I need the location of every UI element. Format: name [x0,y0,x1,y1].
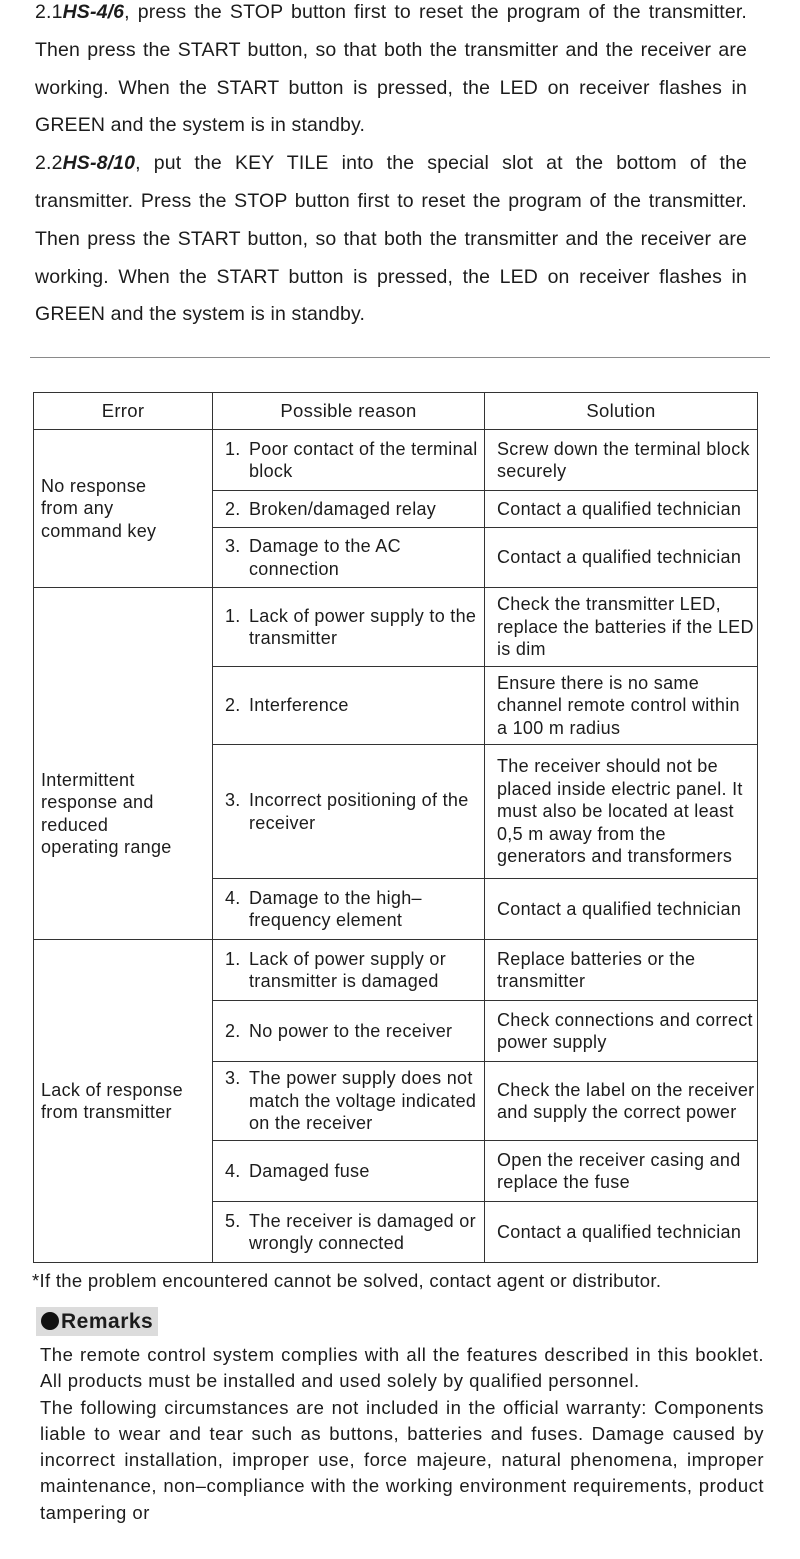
reason-cell: 3. Incorrect positioning of the receiver [213,745,485,879]
instruction-2-2: 2.2HS-8/10, put the KEY TILE into the special slot at the bottom of the transmitter. Press the STOP button first to reset the program of the transmitter. Then press the START button, so that both the transmitter and the receiver are working. When the START button is pressed, the LED on receiver flashes in GREEN and the system is in standby. [35,152,747,326]
reason-cell: 4. Damage to the high–frequency element [213,879,485,940]
solution-cell: Screw down the terminal block securely [485,430,758,491]
reason-cell: 3. The power supply does not match the voltage indicated on the receiver [213,1062,485,1141]
reason-cell: 2. Interference [213,667,485,745]
solution-cell: Ensure there is no same channel remote control within a 100 m radius [485,667,758,745]
reason-cell: 1. Poor contact of the terminal block [213,430,485,491]
reason-cell: 2. Broken/damaged relay [213,491,485,528]
solution-cell: Contact a qualified technician [485,528,758,588]
solution-cell: Check the label on the receiver and supply the correct power [485,1062,758,1141]
solution-cell: Replace batteries or the transmitter [485,940,758,1001]
troubleshooting-table [33,392,758,1263]
column-header-error: Error [34,393,213,430]
model-name: HS-8/10 [62,152,136,175]
solution-cell: Check connections and correct power supply [485,1001,758,1062]
error-cell: No response from any command key [34,430,213,588]
table-row [34,430,758,491]
solution-cell: Contact a qualified technician [485,491,758,528]
error-cell: Lack of response from transmitter [34,940,213,1263]
table-row [34,588,758,667]
footnote: *If the problem encountered cannot be solved, contact agent or distributor. [32,1270,662,1291]
solution-cell: Check the transmitter LED, replace the batteries if the LED is dim [485,588,758,667]
instruction-2-1: 2.1HS-4/6, press the STOP button first to reset the program of the transmitter. Then press the START button, so that both the transmitter and the receiver are working. When the START button is pressed, the LED on receiver flashes in GREEN and the system is in standby. [35,1,747,137]
model-name: HS-4/6 [62,1,125,23]
remarks-heading: Remarks [36,1307,158,1336]
column-header-solution: Solution [485,393,758,430]
reason-cell: 1. Lack of power supply or transmitter is damaged [213,940,485,1001]
instructions-section [35,0,747,334]
reason-cell: 4. Damaged fuse [213,1141,485,1202]
reason-cell: 1. Lack of power supply to the transmitter [213,588,485,667]
column-header-reason: Possible reason [213,393,485,430]
solution-cell: Open the receiver casing and replace the fuse [485,1141,758,1202]
reason-cell: 2. No power to the receiver [213,1001,485,1062]
solution-cell: Contact a qualified technician [485,879,758,940]
remarks-paragraph: The remote control system complies with all the features described in this booklet. All products must be installed and used solely by qualified personnel. [40,1344,764,1392]
reason-cell: 5. The receiver is damaged or wrongly connected [213,1202,485,1263]
reason-cell: 3. Damage to the AC connection [213,528,485,588]
table-row [34,940,758,1001]
solution-cell: The receiver should not be placed inside electric panel. It must also be located at least 0,5 m away from the generators and transformers [485,745,758,879]
solution-cell: Contact a qualified technician [485,1202,758,1263]
table-header-row [34,393,758,430]
section-divider [30,357,770,358]
remarks-paragraph: The following circumstances are not included in the official warranty: Components liable to wear and tear such as buttons, batteries and fuses. Damage caused by incorrect installation, improper use, force majeure, natural phenomena, improper maintenance, non–compliance with the working environment requirements, product tampering or [40,1396,764,1523]
remarks-body [40,1342,764,1526]
bullet-icon [41,1312,59,1330]
error-cell: Intermittent response and reduced operating range [34,588,213,940]
